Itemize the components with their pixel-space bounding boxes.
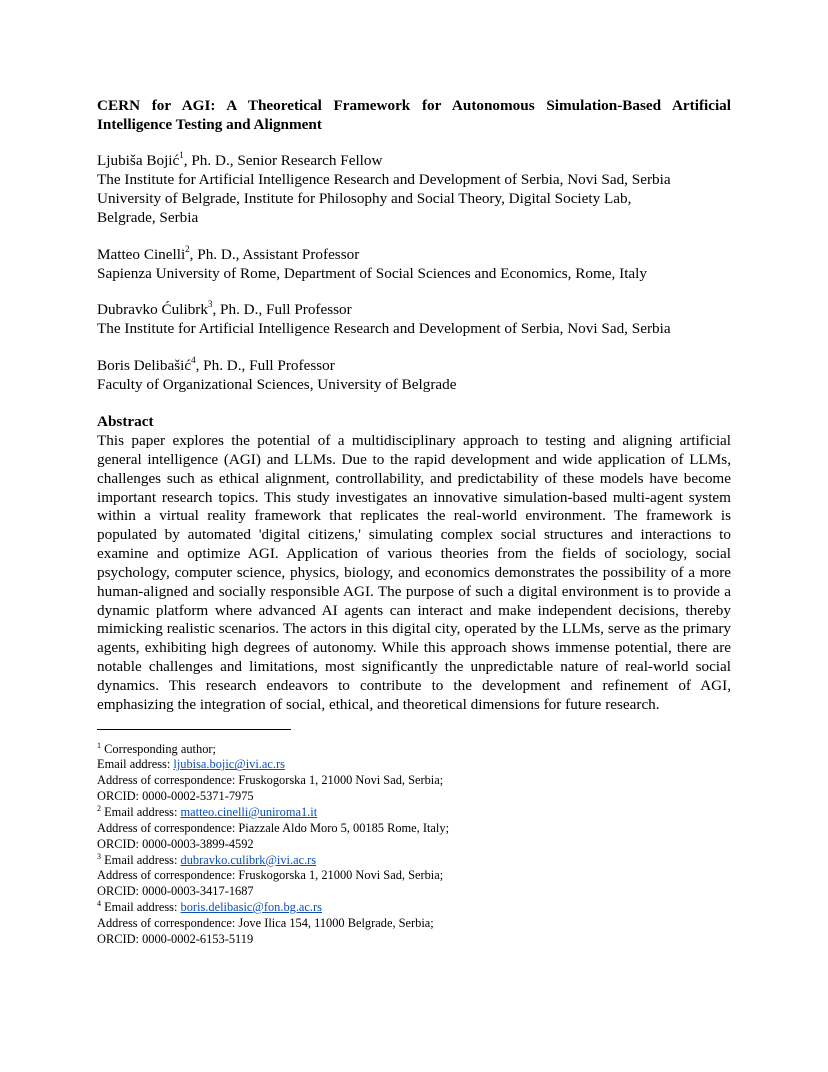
abstract-text: This paper explores the potential of a multidisciplinary approach to testing and aligning artificial general intelligence (AGI) and LLMs. Due to the rapid development and wide application of LLMs, challenges such as ethical alignment, controllability, and predictability of these models have become important research topics. This study investigates an innovative simulation-based multi-agent system within a virtual reality framework that replicates the real-world environment. The framework is populated by automated 'digital citizens,' simulating complex social structures and interactions to examine and optimize AGI. Application of various theories from the fields of sociology, social psychology, computer science, physics, biology, and economics demonstrates the possibility of a more human-aligned and socially responsible AGI. The purpose of such a digital environment is to provide a dynamic platform where advanced AI agents can interact and make independent decisions, thereby mimicking realistic scenarios. The actors in this digital city, operated by the LLMs, serve as the primary agents, exhibiting high degrees of autonomy. While this approach shows immense potential, there are notable challenges and limitations, most significantly the unpredictable nature of real-world social dynamics. This research endeavors to contribute to the development and refinement of AGI, emphasizing the integration of social, ethical, and theoretical dimensions for future research.	[97, 431, 731, 713]
email-link[interactable]: dubravko.culibrk@ivi.ac.rs	[180, 852, 317, 867]
author-line	[97, 301, 731, 320]
author-line	[97, 357, 731, 376]
email-label: Email address:	[104, 900, 181, 915]
email-link[interactable]: matteo.cinelli@uniroma1.it	[180, 805, 318, 819]
footnote-marker[interactable]: 4	[191, 355, 196, 366]
footnote-marker[interactable]: 1	[179, 149, 184, 160]
footnote-address: Address of correspondence: Jove Ilica 154, 11000 Belgrade, Serbia;	[97, 915, 434, 930]
author-credentials: , Ph. D., Full Professor	[212, 301, 352, 319]
email-link[interactable]: ljubisa.bojic@ivi.ac.rs	[173, 757, 285, 772]
footnote-address: Address of correspondence: Fruskogorska 1, 21000 Novi Sad, Serbia;	[97, 868, 444, 883]
footnote-number: 1	[97, 740, 101, 750]
footnote-marker[interactable]: 3	[207, 299, 213, 310]
author-affiliation: University of Belgrade, Institute for Philosophy and Social Theory, Digital Society Lab, Belgrade, Serbia	[97, 189, 632, 226]
author-2	[97, 243, 731, 284]
footnote-number: 2	[97, 803, 101, 813]
email-link[interactable]: boris.delibasic@fon.bg.ac.rs	[180, 900, 322, 915]
footnote-number: 3	[97, 851, 101, 861]
footnote-address: Address of correspondence: Piazzale Aldo Moro 5, 00185 Rome, Italy;	[97, 820, 450, 835]
paper-page	[97, 96, 731, 948]
author-credentials: , Ph. D., Senior Research Fellow	[183, 152, 383, 169]
author-line	[97, 243, 731, 265]
footnote-lead: Corresponding author;	[104, 741, 216, 756]
author-credentials: , Ph. D., Assistant Professor	[189, 245, 360, 263]
author-affiliation: The Institute for Artificial Intelligence Research and Development of Serbia, Novi Sad, Serbia	[97, 170, 671, 188]
footnote-marker[interactable]: 2	[185, 243, 190, 254]
author-name: Matteo Cinelli	[97, 245, 186, 263]
email-label: Email address:	[97, 757, 174, 772]
author-affiliation: Faculty of Organizational Sciences, University of Belgrade	[97, 376, 457, 394]
author-credentials: , Ph. D., Full Professor	[195, 357, 335, 375]
author-affiliation: Sapienza University of Rome, Department of Social Sciences and Economics, Rome, Italy	[97, 264, 647, 282]
author-name: Dubravko Ćulibrk	[97, 301, 208, 319]
footnote-orcid: ORCID: 0000-0003-3899-4592	[97, 836, 254, 851]
footnote-number: 4	[97, 898, 101, 908]
footnote-address: Address of correspondence: Fruskogorska 1, 21000 Novi Sad, Serbia;	[97, 773, 444, 788]
footnote-orcid: ORCID: 0000-0003-3417-1687	[97, 884, 254, 899]
footnote-1	[97, 742, 731, 805]
author-line	[97, 149, 731, 171]
footnotes	[97, 742, 731, 948]
author-1	[97, 149, 731, 228]
paper-title: CERN for AGI: A Theoretical Framework for Autonomous Simulation-Based Artificial Intelligence Testing and Alignment	[97, 97, 731, 133]
author-name: Ljubiša Bojić	[97, 152, 180, 169]
footnote-divider	[97, 729, 291, 730]
footnote-orcid: ORCID: 0000-0002-5371-7975	[97, 789, 254, 804]
email-label: Email address:	[104, 852, 181, 867]
footnote-orcid: ORCID: 0000-0002-6153-5119	[97, 931, 254, 946]
author-4	[97, 357, 731, 395]
author-affiliation: The Institute for Artificial Intelligence Research and Development of Serbia, Novi Sad, Serbia	[97, 320, 671, 338]
abstract-section	[97, 413, 731, 715]
email-label: Email address:	[104, 805, 181, 819]
abstract-heading: Abstract	[97, 413, 154, 431]
author-3	[97, 301, 731, 339]
footnote-4	[97, 900, 731, 948]
footnote-2	[97, 805, 731, 853]
footnote-3	[97, 853, 731, 901]
author-name: Boris Delibašić	[97, 357, 192, 375]
